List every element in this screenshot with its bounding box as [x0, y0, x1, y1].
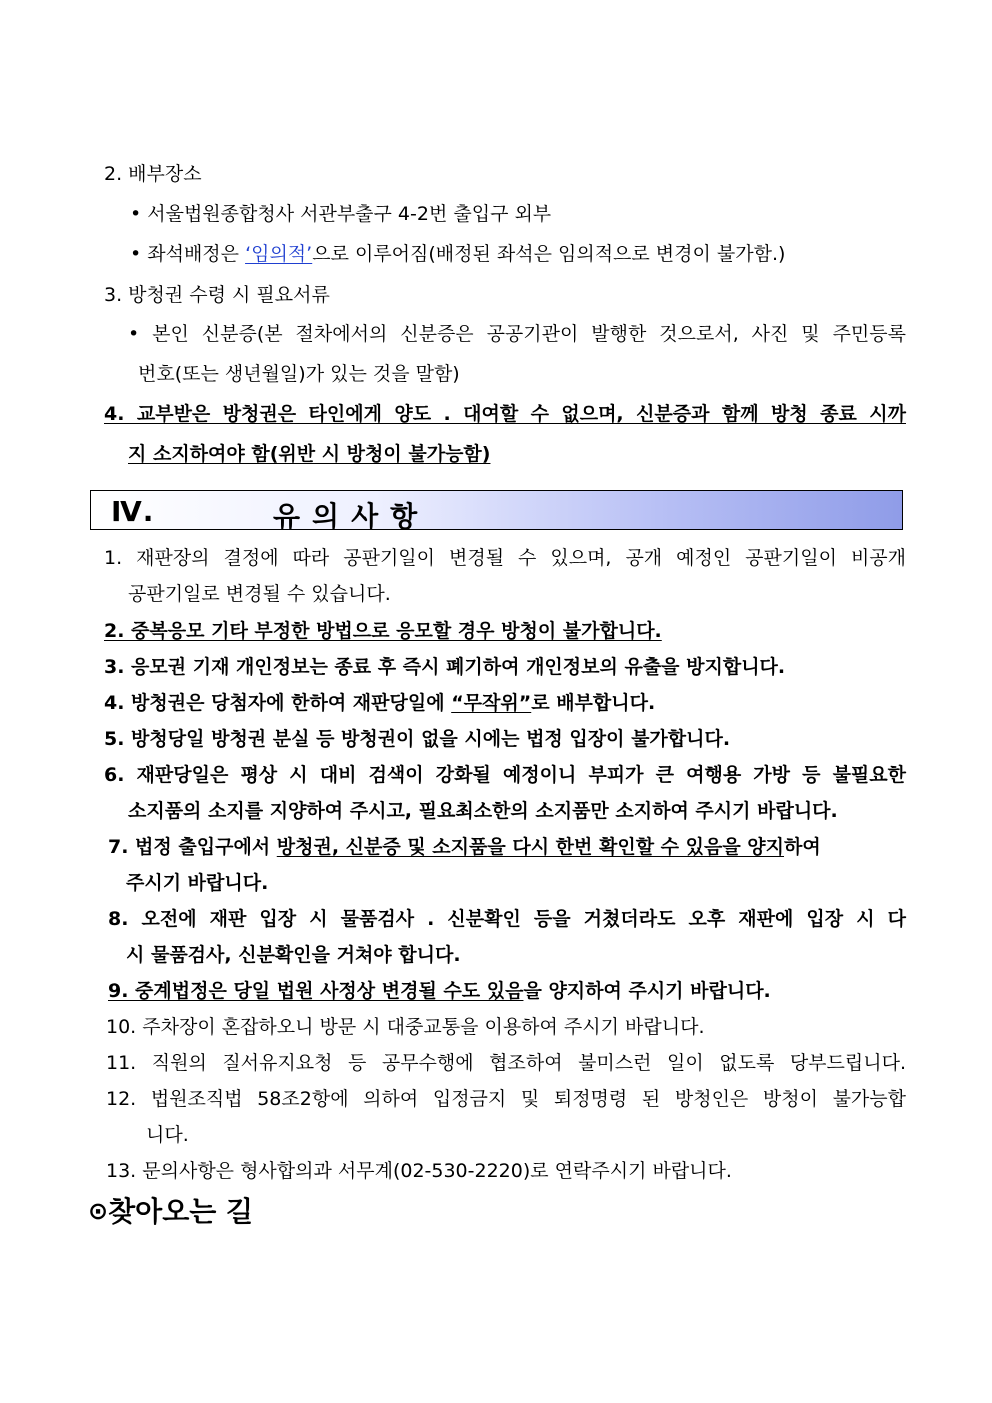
note-7-prefix: 7. 법정 출입구에서: [108, 836, 277, 858]
note-6-line-2: 소지품의 소지를 지양하여 주시고, 필요최소한의 소지품만 소지하여 주시기 바랍니다.: [128, 800, 838, 822]
note-10: 10. 주차장이 혼잡하오니 방문 시 대중교통을 이용하여 주시기 바랍니다.: [106, 1016, 705, 1038]
note-9: [108, 979, 771, 1003]
banner-title: 유의사항: [273, 500, 430, 533]
note-4-random: “무작위”: [451, 692, 532, 714]
banner-number: Ⅳ.: [111, 495, 155, 528]
note-8-line-2: 시 물품검사, 신분확인을 거쳐야 합니다.: [126, 944, 461, 966]
note-7-underlined: 방청권, 신분증 및 소지품을 다시 한번 확인할 수 있음을 양지: [276, 836, 785, 858]
section-2-bullet-1: • 서울법원종합청사 서관부출구 4-2번 출입구 외부: [130, 203, 552, 225]
note-2: 2. 중복응모 기타 부정한 방법으로 응모할 경우 방청이 불가합니다.: [104, 620, 662, 642]
section-3-bullet-line-1: • 본인 신분증(본 절차에서의 신분증은 공공기관이 발행한 것으로서, 사진 및 주민등록: [128, 323, 906, 345]
section-2-bullet-2: [130, 242, 785, 266]
section-banner: [90, 490, 903, 533]
note-1-line-1: 1. 재판장의 결정에 따라 공판기일이 변경될 수 있으며, 공개 예정인 공판기일이 비공개: [104, 547, 906, 569]
random-seating-link[interactable]: ‘임의적’: [245, 243, 313, 265]
note-9-underlined: 9. 중계법정은 당일 법원 사정상 변경될 수도 있음: [108, 980, 524, 1002]
section-3-title: 3. 방청권 수령 시 필요서류: [104, 284, 330, 306]
section-3-bullet-line-2: 번호(또는 생년월일)가 있는 것을 말함): [138, 363, 460, 385]
note-11: 11. 직원의 질서유지요청 등 공무수행에 협조하여 불미스런 일이 없도록 당부드립니다.: [106, 1052, 906, 1074]
note-7-line-1: [108, 835, 821, 859]
note-13: 13. 문의사항은 형사합의과 서무계(02-530-2220)로 연락주시기 바랍니다.: [106, 1160, 732, 1182]
note-4: [104, 691, 655, 715]
directions-heading: [88, 1193, 253, 1230]
note-12-line-1: 12. 법원조직법 58조2항에 의하여 입정금지 및 퇴정명령 된 방청인은 방청이 불가능합: [106, 1088, 906, 1110]
directions-label: 찾아오는 길: [108, 1195, 254, 1228]
note-8-line-1: 8. 오전에 재판 입장 시 물품검사 . 신분확인 등을 거쳤더라도 오후 재판에 입장 시 다: [108, 908, 906, 930]
note-12-line-2: 니다.: [146, 1124, 189, 1146]
note-7-suffix: 하여: [784, 836, 821, 858]
note-4-prefix: 4. 방청권은 당첨자에 한하여 재판당일에: [104, 692, 452, 714]
note-4-suffix: 로 배부합니다.: [531, 692, 656, 714]
section-4-line-2: 지 소지하여야 함(위반 시 방청이 불가능함): [128, 443, 491, 465]
note-9-suffix: 을 양지하여 주시기 바랍니다.: [523, 980, 771, 1002]
note-7-line-2: 주시기 바랍니다.: [126, 872, 269, 894]
note-3: 3. 응모권 기재 개인정보는 종료 후 즉시 폐기하여 개인정보의 유출을 방지합니다.: [104, 656, 786, 678]
circle-dot-icon: ⊙: [88, 1197, 109, 1225]
note-6-line-1: 6. 재판당일은 평상 시 대비 검색이 강화될 예정이니 부피가 큰 여행용 가방 등 불필요한: [104, 764, 906, 786]
section-4-line-1: 4. 교부받은 방청권은 타인에게 양도 . 대여할 수 없으며, 신분증과 함께 방청 종료 시까: [104, 403, 906, 425]
section-2-title: 2. 배부장소: [104, 163, 202, 185]
bullet-prefix: • 좌석배정은: [130, 243, 246, 265]
note-5: 5. 방청당일 방청권 분실 등 방청권이 없을 시에는 법정 입장이 불가합니다.: [104, 728, 731, 750]
bullet-suffix: 으로 이루어짐(배정된 좌석은 임의적으로 변경이 불가함.): [312, 243, 786, 265]
note-1-line-2: 공판기일로 변경될 수 있습니다.: [128, 583, 391, 605]
